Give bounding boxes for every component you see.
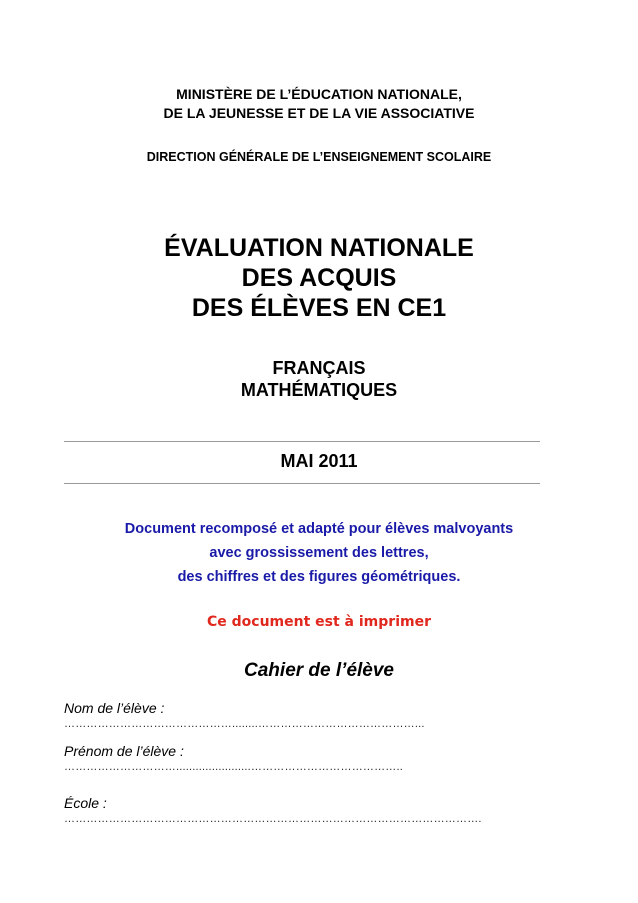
school-label: École : (64, 795, 107, 811)
adapted-line-2: avec grossissement des lettres, (209, 545, 429, 561)
evaluation-title (0, 233, 638, 323)
direction-generale: DIRECTION GÉNÉRALE DE L’ENSEIGNEMENT SCOLAIRE (146, 150, 492, 164)
print-note: Ce document est à imprimer (207, 614, 431, 630)
subjects (0, 357, 638, 401)
title-line-3: DES ÉLÈVES EN CE1 (191, 294, 447, 322)
subject-math: MATHÉMATIQUES (240, 380, 398, 400)
student-firstname-label: Prénom de l’élève : (64, 743, 184, 759)
student-name-label: Nom de l’élève : (64, 700, 165, 716)
adapted-document-note (0, 517, 638, 589)
student-name-dots[interactable]: ………………………………………........……………………………………... (64, 718, 425, 730)
title-line-2: DES ACQUIS (241, 264, 397, 292)
divider-bottom (64, 483, 540, 484)
exam-date: MAI 2011 (280, 451, 358, 471)
ministry-header (0, 85, 638, 123)
school-field[interactable] (64, 795, 584, 825)
student-firstname-dots[interactable]: ………………………….......................………………………………….. (64, 761, 404, 773)
divider-top (64, 441, 540, 442)
notebook-title: Cahier de l’élève (244, 660, 394, 681)
subject-french: FRANÇAIS (272, 358, 366, 378)
adapted-line-3: des chiffres et des figures géométriques. (177, 569, 461, 585)
student-name-field[interactable] (64, 700, 584, 730)
ministry-line-2: DE LA JEUNESSE ET DE LA VIE ASSOCIATIVE (163, 105, 475, 121)
student-firstname-field[interactable] (64, 743, 584, 773)
adapted-line-1: Document recomposé et adapté pour élèves malvoyants (124, 521, 514, 537)
ministry-line-1: MINISTÈRE DE L’ÉDUCATION NATIONALE, (176, 86, 462, 102)
title-line-1: ÉVALUATION NATIONALE (164, 234, 474, 262)
school-dots[interactable]: …………………………………………………………………………………………………. (64, 813, 482, 825)
